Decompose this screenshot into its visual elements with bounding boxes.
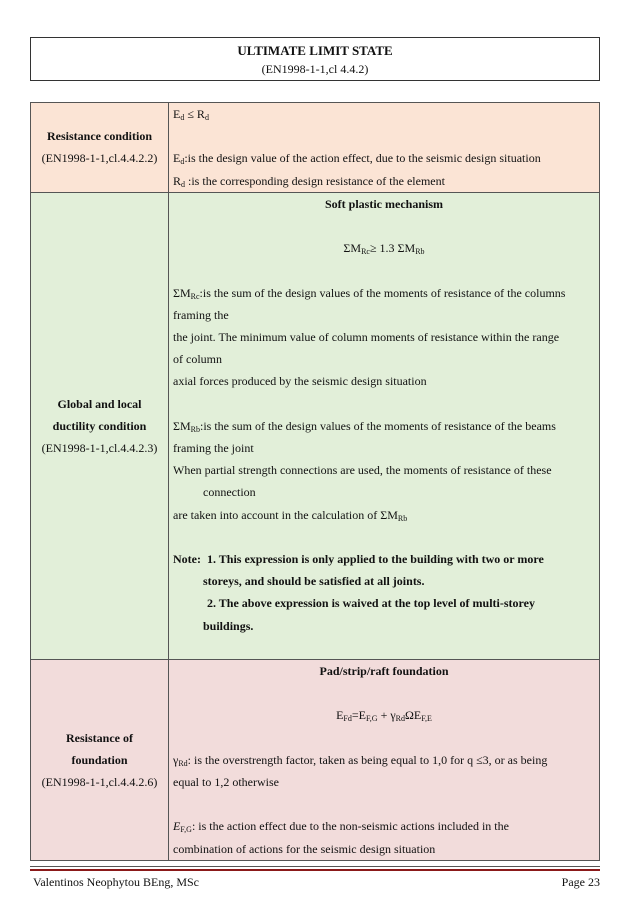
mrc-definition-line2: framing the: [173, 307, 229, 322]
partial-strength-line1: When partial strength connections are used, the moments of resistance of these: [173, 463, 552, 478]
footer-rule-thin: [30, 866, 600, 867]
foundation-label-cell: [31, 659, 169, 860]
footer-rule-thick: [30, 869, 600, 871]
note-line4: buildings.: [203, 618, 254, 633]
resistance-formula: $E_d \le R_d$: [173, 107, 209, 122]
gamma-definition-line2: equal to 1,2 otherwise: [173, 774, 279, 789]
footer-page-number: Page 23: [561, 875, 600, 889]
resistance-rd-definition: $R_d$ :is the corresponding design resistance of the element: [173, 173, 445, 189]
efg-definition-line1: $E_{F,G}$: is the action effect due to the non-seismic actions included in the: [173, 819, 509, 835]
footer-author: Valentinos Neophytou BEng, MSc: [33, 875, 199, 889]
ductility-content-cell: [169, 192, 600, 659]
table-row-ductility: [31, 192, 600, 659]
foundation-label-line1: Resistance of: [66, 730, 133, 745]
partial-strength-line2: connection: [203, 485, 256, 500]
ultimate-limit-state-table: [30, 102, 600, 861]
mrc-definition-line3: the joint. The minimum value of column moments of resistance within the range: [173, 329, 560, 344]
resistance-label-cell: [31, 103, 169, 193]
mrc-definition-line4: of column: [173, 352, 222, 367]
note-line1: Note: 1. This expression is only applied to the building with two or more: [173, 551, 544, 566]
title-box: [30, 37, 600, 81]
page-title: ULTIMATE LIMIT STATE: [237, 43, 393, 58]
note-line3: 2. The above expression is waived at the top level of multi-storey: [207, 596, 535, 611]
ductility-label-line1: Global and local: [57, 396, 142, 411]
foundation-heading: Pad/strip/raft foundation: [319, 663, 449, 678]
table-row-foundation: [31, 659, 600, 860]
resistance-content-cell: [169, 103, 600, 193]
note-line2: storeys, and should be satisfied at all joints.: [203, 574, 425, 589]
mrb-definition-line1: $\Sigma M_{Rb}:is$ the sum of the design values of the moments of resistance of the beams: [173, 418, 556, 434]
resistance-label-title: Resistance condition: [47, 129, 152, 144]
foundation-formula: $E_{Fd}=E_{F,G} + \gamma_{Rd}\Omega E_{F,E}$: [336, 708, 432, 724]
ductility-formula: $\Sigma M_{Rc}\ge 1.3$ $\Sigma M_{Rb}$: [343, 241, 425, 257]
table-row-resistance: [31, 103, 600, 193]
resistance-ed-definition: $E_d:is$ the design value of the action effect, due to the seismic design situation: [173, 151, 541, 167]
mrc-definition-line1: $\Sigma M_{Rc}:is$ the sum of the design values of the moments of resistance of the columns: [173, 285, 566, 301]
gamma-definition-line1: $\gamma_{Rd}$: is the overstrength factor, taken as being equal to 1,0 for q ≤3, or as being: [173, 752, 548, 768]
ductility-label-line2: ductility condition: [52, 418, 147, 433]
ductility-heading: Soft plastic mechanism: [325, 196, 443, 211]
partial-strength-line3: are taken into account in the calculation of $\Sigma M_{Rb}$: [173, 507, 408, 523]
efg-definition-line2: combination of actions for the seismic design situation: [173, 841, 436, 856]
foundation-label-line2: foundation: [71, 752, 128, 767]
ductility-label-cell: [31, 192, 169, 659]
mrb-definition-line2: framing the joint: [173, 440, 254, 455]
page-subtitle: (EN1998-1-1,cl 4.4.2): [261, 62, 369, 76]
foundation-label-ref: (EN1998-1-1,cl.4.4.2.6): [41, 774, 158, 789]
ductility-label-ref: (EN1998-1-1,cl.4.4.2.3): [41, 440, 158, 455]
foundation-content-cell: [169, 659, 600, 860]
resistance-label-ref: (EN1998-1-1,cl.4.4.2.2): [41, 151, 158, 166]
mrc-definition-line5: axial forces produced by the seismic design situation: [173, 374, 427, 389]
